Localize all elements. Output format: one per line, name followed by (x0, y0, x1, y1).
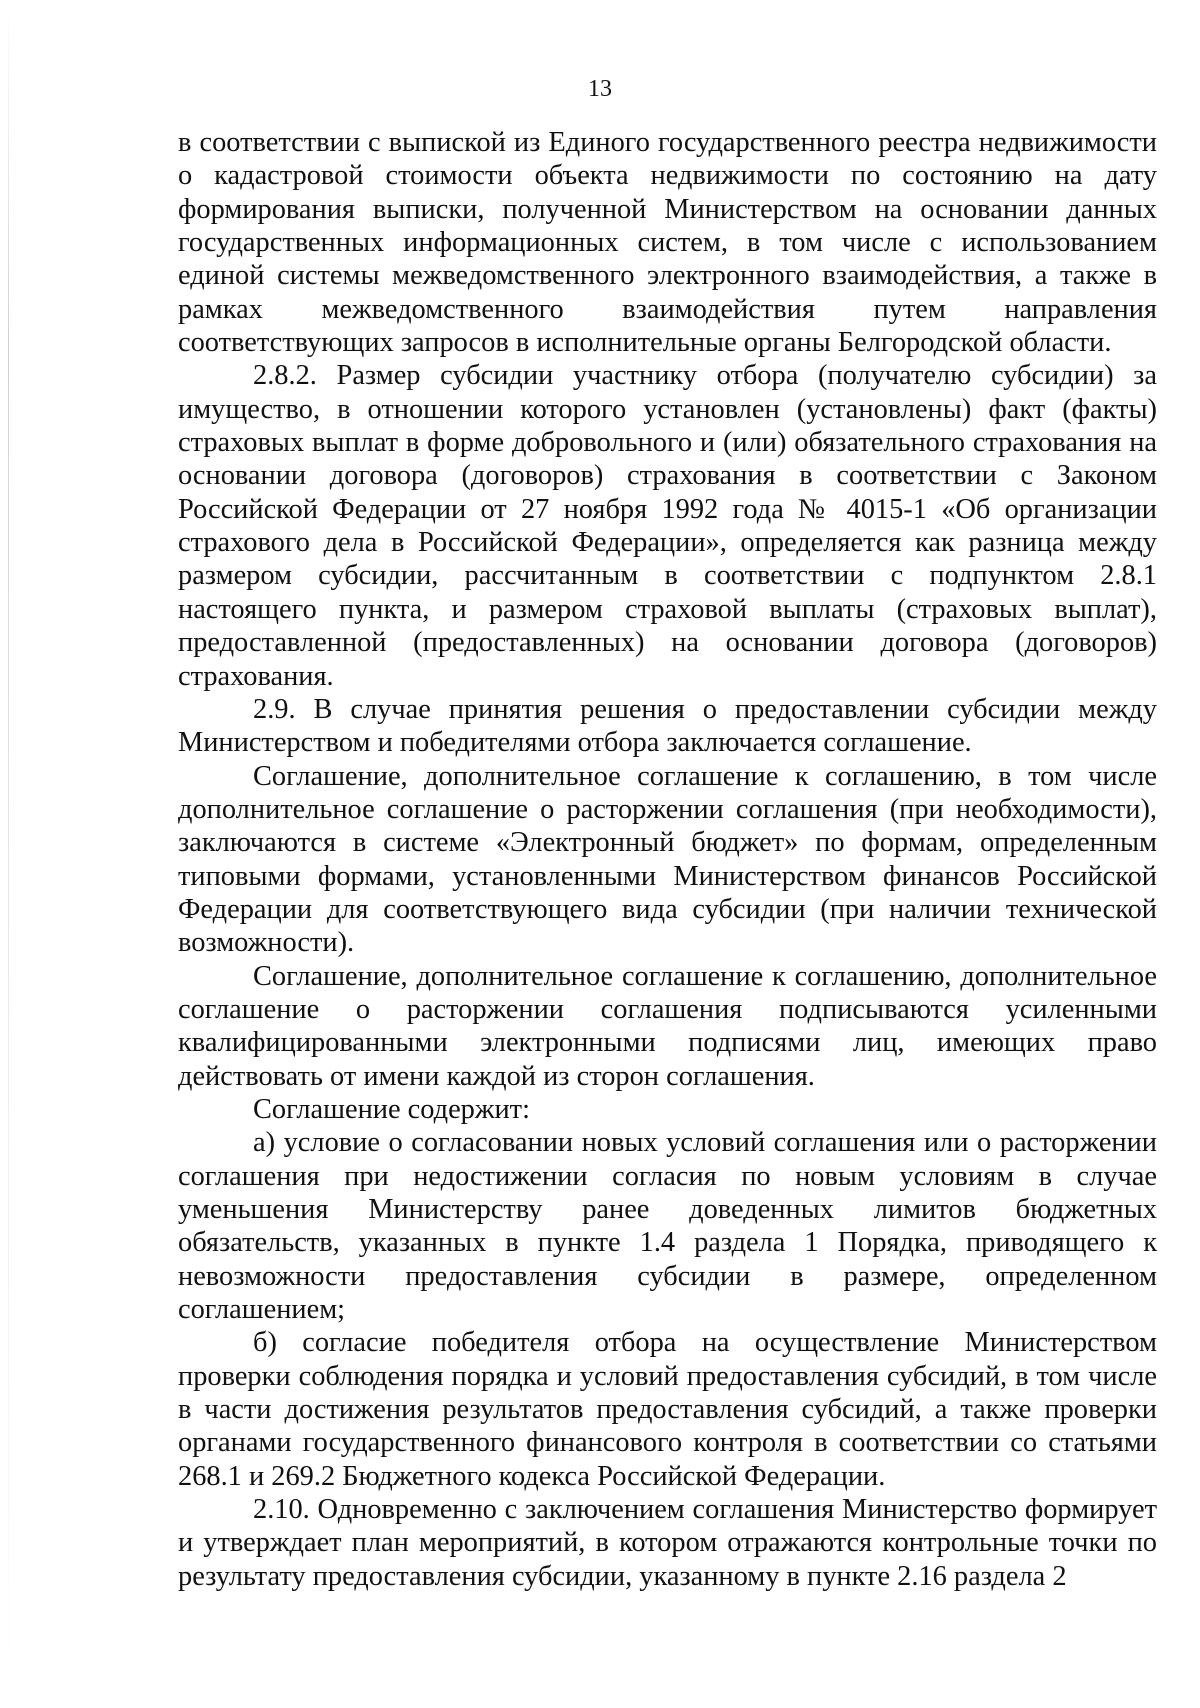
body-text (178, 126, 1157, 1593)
paragraph: в соответствии с выпиской из Единого государственного реестра недвижимости о кадастровой стоимости объекта недвижимости по состоянию на дату формирования выписки, полученной Министерством на основании данных государственных информационных систем, в том числе с использованием единой системы межведомственного электронного взаимодействия, а также в рамках межведомственного взаимодействия путем направления соответствующих запросов в исполнительные органы Белгородской области. (178, 127, 1157, 359)
paragraph: а) условие о согласовании новых условий соглашения или о расторжении соглашения при недостижении согласия по новым условиям в случае уменьшения Министерству ранее доведенных лимитов бюджетных обязательств, указанных в пункте 1.4 раздела 1 Порядка, приводящего к невозможности предоставления субсидии в размере, определенном соглашением; (178, 1127, 1157, 1326)
paragraph: б) согласие победителя отбора на осуществление Министерством проверки соблюдения порядка и условий предоставления субсидий, в том числе в части достижения результатов предоставления субсидий, а также проверки органами государственного финансового контроля в соответствии со статьями 268.1 и 269.2 Бюджетного кодекса Российской Федерации. (178, 1327, 1157, 1492)
paragraph: 2.8.2. Размер субсидии участнику отбора (получателю субсидии) за имущество, в отношении которого установлен (установлены) факт (факты) страховых выплат в форме добровольного и (или) обязательного страхования на основании договора (договоров) страхования в соответствии с Законом Российской Федерации от 27 ноября 1992 года № 4015-1 «Об организации страхового дела в Российской Федерации», определяется как разница между размером субсидии, рассчитанным в соответствии с подпунктом 2.8.1 настоящего пункта, и размером страховой выплаты (страховых выплат), предоставленной (предоставленных) на основании договора (договоров) страхования. (178, 360, 1157, 692)
paragraph: 2.10. Одновременно с заключением соглашения Министерство формирует и утверждает план мероприятий, в котором отражаются контрольные точки по результату предоставления субсидии, указанному в пункте 2.16 раздела 2 (178, 1494, 1157, 1592)
scan-edge (8, 0, 9, 1708)
paragraph: Соглашение, дополнительное соглашение к соглашению, дополнительное соглашение о расторжении соглашения подписываются усиленными квалифицированными электронными подписями лиц, имеющих право действовать от имени каждой из сторон соглашения. (178, 960, 1157, 1092)
page-number: 13 (588, 76, 612, 102)
paragraph: Соглашение содержит: (253, 1093, 530, 1125)
paragraph: Соглашение, дополнительное соглашение к соглашению, в том числе дополнительное соглашение о расторжении соглашения (при необходимости), заключаются в системе «Электронный бюджет» по формам, определенным типовыми формами, установленными Министерством финансов Российской Федерации для соответствующего вида субсидии (при наличии технической возможности). (178, 760, 1157, 959)
paragraph: 2.9. В случае принятия решения о предоставлении субсидии между Министерством и победителями отбора заключается соглашение. (178, 693, 1157, 759)
